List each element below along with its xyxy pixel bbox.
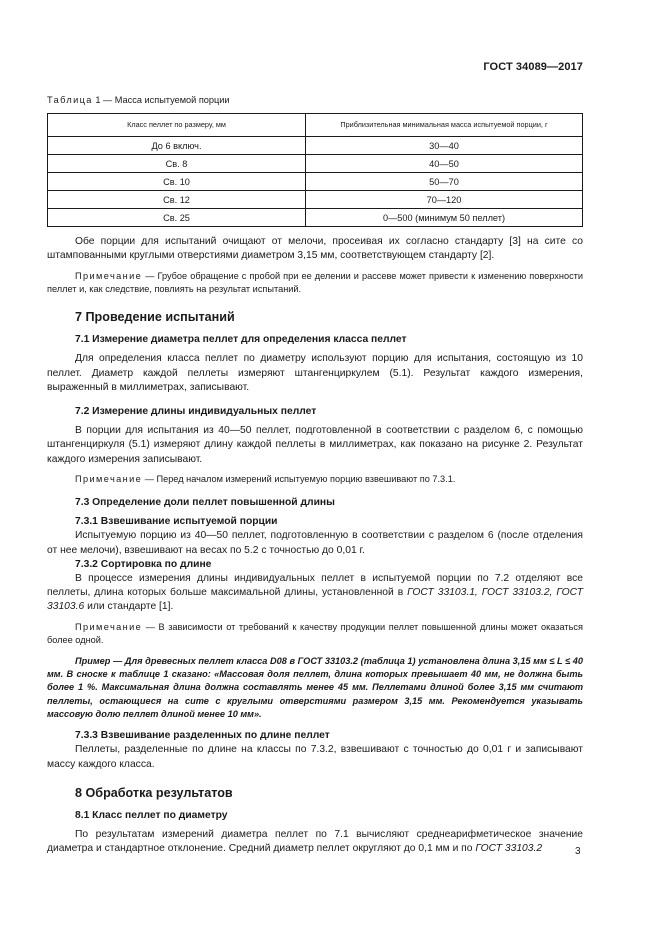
paragraph-text: По результатам измерений диаметра пеллет по 7.1 вычисляют среднеарифметическое значение диаметра и стандартное отклонение. Средний диаметр пеллет округляют до 0,1 мм и по [47,829,583,855]
note-label: Примечание [75,473,143,484]
section-7-3-3-title: 7.3.3 Взвешивание разделенных по длине пеллет [75,730,330,742]
table-cell: 0—500 (минимум 50 пеллет) [306,209,583,227]
section-8-1-paragraph [47,828,583,856]
standard-reference: ГОСТ 33103.2 [475,843,543,855]
table-header-cell: Класс пеллет по размеру, мм [48,114,306,137]
example-label: Пример [75,656,111,667]
table-row [48,191,583,209]
section-7-3-1-title: 7.3.1 Взвешивание испытуемой порции [75,516,278,528]
table-header-cell: Приблизительная минимальная масса испытуемой порции, г [306,114,583,137]
note-text: — Грубое обращение с пробой при ее делении и рассеве может привести к изменению поверхности пеллет и, как следствие, повлиять на результат испытаний. [47,270,583,294]
section-7-3-2-paragraph [47,572,583,615]
example-block [47,655,583,721]
standard-reference: ГОСТ 33103.1, ГОСТ 33103.2, ГОСТ 33103.6 [47,587,583,613]
table-cell: Св. 25 [48,209,306,227]
section-7-3-title: 7.3 Определение доли пеллет повышенной длины [75,497,335,509]
table-cell: До 6 включ. [48,137,306,155]
table-row [48,209,583,227]
note-label: Примечание [75,621,143,632]
section-7-2-title: 7.2 Измерение длины индивидуальных пеллет [75,406,317,418]
section-7-3-1-paragraph: Испытуемую порцию из 40—50 пеллет, подготовленную в соответствии с разделом 6 (после отделения от нее мелочи), взвешивают на весах по 5.2 с точностью до 0,01 г. [47,530,583,556]
section-7-1-paragraph: Для определения класса пеллет по диаметру используют порцию для испытания, состоящую из 10 пеллет. Диаметр каждой пеллеты измеряют штангенциркулем (5.1). Результат каждого измерения, выраженный в миллиметрах, записывают. [47,353,583,393]
table-caption-title: 1 — Масса испытуемой порции [92,95,230,105]
mass-table [47,113,583,227]
table-cell: 50—70 [306,173,583,191]
paragraph-text: В процессе измерения длины индивидуальных пеллет в испытуемой порции по 7.2 отделяют все пеллеты, длина которых больше максимальной длины, установленной в [47,573,583,599]
page-content [47,93,583,857]
note-text: — Перед началом измерений испытуемую порцию взвешивают по 7.3.1. [142,473,456,484]
table-caption [47,93,583,107]
section-7-3-3-paragraph: Пеллеты, разделенные по длине на классы по 7.3.2, взвешивают с точностью до 0,01 г и записывают массу каждого класса. [47,744,583,770]
table-cell: Св. 10 [48,173,306,191]
table-row [48,155,583,173]
section-7-3-2-title: 7.3.2 Сортировка по длине [75,558,212,570]
section-8-1-title: 8.1 Класс пеллет по диаметру [75,809,228,821]
page-number: 3 [575,846,581,857]
section-7-1-title: 7.1 Измерение диаметра пеллет для определения класса пеллет [75,334,407,346]
intro-note [47,270,583,296]
table-caption-prefix: Таблица [47,95,93,105]
standard-header: ГОСТ 34089—2017 [483,61,583,73]
section-8-title: 8 Обработка результатов [75,785,233,800]
section-7-title: 7 Проведение испытаний [75,310,235,325]
table-cell: Св. 12 [48,191,306,209]
note-text: — В зависимости от требований к качеству продукции пеллет повышенной длины может оказаться более одной. [47,621,583,645]
note-label: Примечание [75,270,143,281]
table-row [48,137,583,155]
table-cell: 40—50 [306,155,583,173]
table-cell: 30—40 [306,137,583,155]
table-cell: 70—120 [306,191,583,209]
table-row [48,173,583,191]
section-7-3-2-note [47,621,583,647]
table-header-row [48,114,583,137]
example-text: — Для древесных пеллет класса D08 в ГОСТ 33103.2 (таблица 1) установлена длина 3,15 мм ≤ L ≤ 40 мм. В сноске к таблице 1 сказано: «Массовая доля пеллет, длина которых превышает 40 мм, не должна быть более 1 %. Максимальная длина должна составлять менее 45 мм. Пеллетами длиной более 3,15 мм считают пеллеты, остающиеся на сите с круглыми отверстиями размером 3,15 мм. Рекомендуется указывать массовую долю пеллет длиной менее 10 мм». [47,656,583,719]
intro-paragraph: Обе порции для испытаний очищают от мелочи, просеивая их согласно стандарту [3] на сите со штампованными круглыми отверстиями диаметром 3,15 мм, соответствующем стандарту [2]. [47,236,583,262]
paragraph-text: или стандарте [1]. [84,601,174,613]
section-7-2-note [47,473,583,486]
section-7-2-paragraph: В порции для испытания из 40—50 пеллет, подготовленной в соответствии с разделом 6, с помощью штангенциркуля (5.1) измеряют длину каждой пеллеты в миллиметрах, как показано на рисунке 2. Результат каждого измерения записывают. [47,425,583,465]
table-cell: Св. 8 [48,155,306,173]
